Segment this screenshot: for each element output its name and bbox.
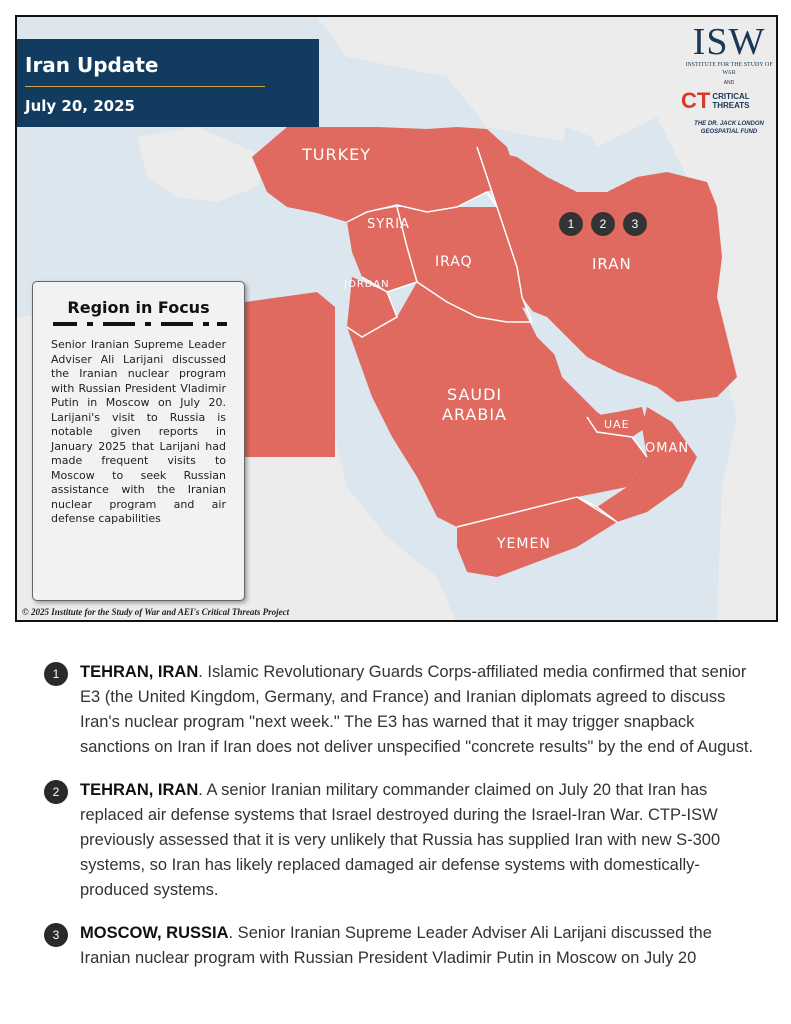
- egypt-shape: [245, 292, 335, 457]
- map-copyright: © 2025 Institute for the Study of War and AEI's Critical Threats Project: [22, 607, 290, 617]
- label-iran: IRAN: [592, 255, 632, 273]
- item-text: [80, 778, 764, 903]
- list-item: [44, 660, 764, 760]
- focus-dash-divider: [53, 322, 227, 326]
- label-saudi-line-2: ARABIA: [442, 405, 507, 424]
- item-text: [80, 921, 764, 971]
- item-body: . A senior Iranian military commander claimed on July 20 that Iran has replaced air defense systems that Israel destroyed during the Israel-Iran War. CTP-ISW previously assessed that it is very unlikely that Russia has supplied Iran with new S-300 systems, so Iran has likely replaced damaged air defense systems with domestically-produced systems.: [80, 781, 721, 899]
- label-syria: SYRIA: [367, 217, 410, 232]
- map-marker-3[interactable]: 3: [623, 212, 647, 236]
- isw-logo: ISW: [692, 21, 766, 63]
- item-heading: MOSCOW, RUSSIA: [80, 924, 229, 942]
- label-yemen: YEMEN: [497, 536, 551, 552]
- title-banner: [17, 39, 319, 127]
- label-oman: OMAN: [645, 441, 690, 456]
- page-title: Iran Update: [25, 53, 159, 77]
- update-items-list: [44, 660, 764, 989]
- focus-body-text: Senior Iranian Supreme Leader Adviser Ali Larijani discussed the Iranian nuclear program with Russian President Vladimir Putin in Moscow on July 20. Larijani's visit to Russia is notable given reports in January 2025 that Larijani had made frequent visits to Moscow to seek Russian assistance with the Iranian nuclear program and air defense capabilities: [51, 338, 226, 525]
- region-in-focus-box: [32, 281, 245, 601]
- item-number-badge: 2: [44, 780, 68, 804]
- focus-title: Region in Focus: [67, 298, 210, 317]
- item-heading: TEHRAN, IRAN: [80, 781, 199, 799]
- list-item: [44, 778, 764, 903]
- map-marker-2[interactable]: 2: [591, 212, 615, 236]
- item-body: . Islamic Revolutionary Guards Corps-affiliated media confirmed that senior E3 (the United Kingdom, Germany, and France) and Iranian diplomats agreed to discuss Iran's nuclear program "next week." The E3 has warned that it may trigger snapback sanctions on Iran if Iran does not deliver unspecified "concrete results" by the end of August.: [80, 663, 754, 756]
- critical-threats-logo: CT CRITICAL THREATS: [681, 88, 750, 113]
- map-marker-1[interactable]: 1: [559, 212, 583, 236]
- list-item: [44, 921, 764, 971]
- isw-ct-logo: [681, 23, 777, 133]
- label-jordan: JORDAN: [344, 279, 390, 290]
- item-body: . Senior Iranian Supreme Leader Adviser Ali Larijani discussed the Iranian nuclear program with Russian President Vladimir Putin in Moscow on July 20: [80, 924, 712, 967]
- isw-logo-subtitle: INSTITUTE FOR THE STUDY OF WAR: [685, 62, 773, 76]
- greece-balkans-land: [137, 127, 267, 202]
- india-land: [717, 417, 778, 622]
- item-text: [80, 660, 764, 760]
- label-turkey: TURKEY: [302, 145, 371, 164]
- item-heading: TEHRAN, IRAN: [80, 663, 199, 681]
- label-saudi-line-1: SAUDI: [447, 385, 503, 404]
- title-divider: [25, 86, 265, 87]
- item-number-badge: 3: [44, 923, 68, 947]
- logo-and-text: AND: [723, 80, 735, 86]
- map-frame: [15, 15, 778, 622]
- item-number-badge: 1: [44, 662, 68, 686]
- geospatial-fund-text: THE DR. JACK LONDON GEOSPATIAL FUND: [694, 121, 764, 135]
- label-iraq: IRAQ: [435, 254, 473, 270]
- label-uae: UAE: [604, 418, 630, 431]
- report-date: July 20, 2025: [25, 97, 135, 115]
